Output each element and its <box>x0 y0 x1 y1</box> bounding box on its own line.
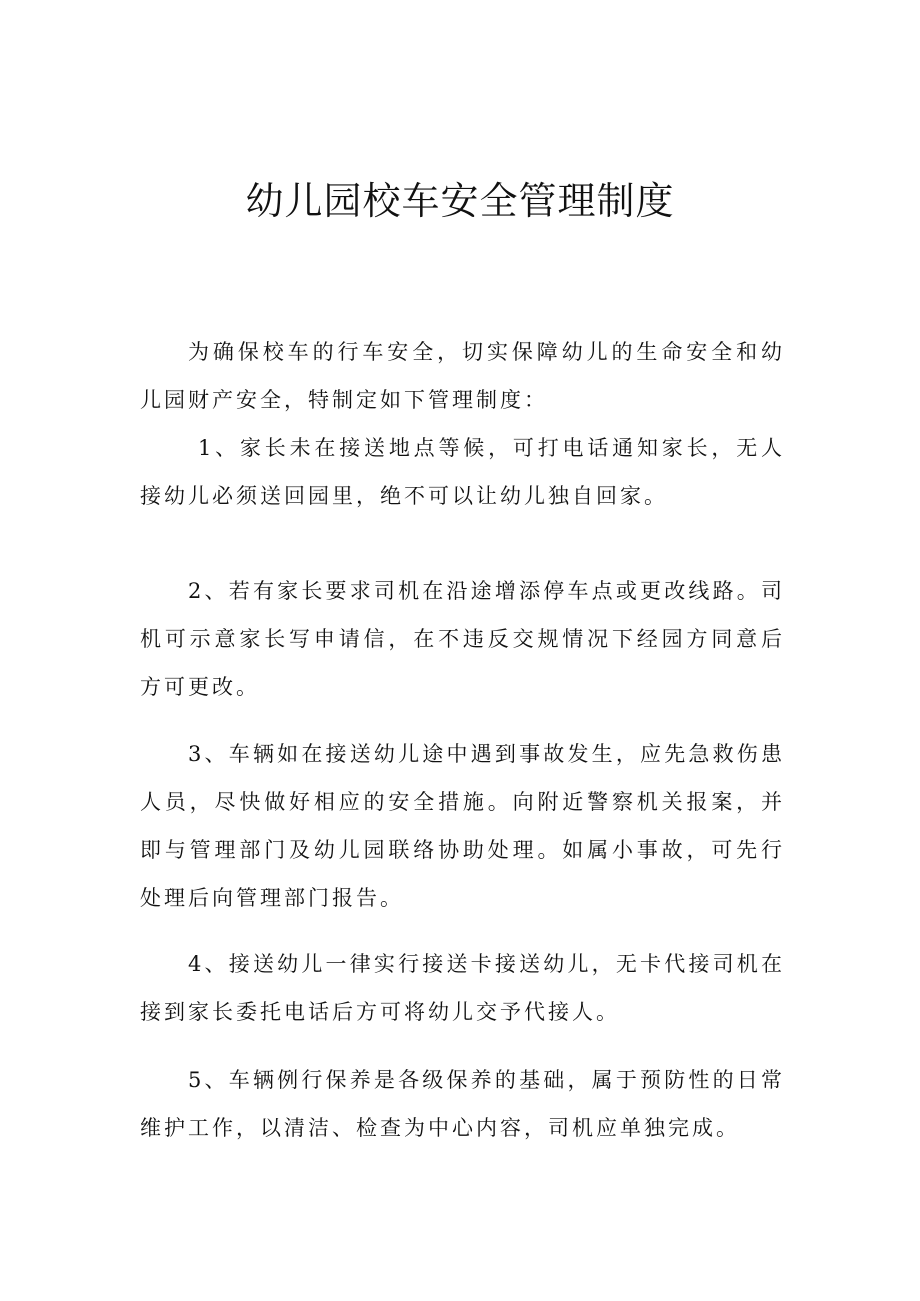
document-title: 幼儿园校车安全管理制度 <box>245 179 675 223</box>
rule-paragraph-2: 2、若有家长要求司机在沿途增添停车点或更改线路。司机可示意家长写申请信，在不违反交规情况下经园方同意后方可更改。 <box>140 579 785 699</box>
rule-paragraph-1: 1、家长未在接送地点等候，可打电话通知家长，无人接幼儿必须送回园里，绝不可以让幼儿独自回家。 <box>140 436 785 508</box>
rule-paragraph-3: 3、车辆如在接送幼儿途中遇到事故发生，应先急救伤患人员，尽快做好相应的安全措施。向附近警察机关报案，并即与管理部门及幼儿园联络协助处理。如属小事故，可先行处理后向管理部门报告。 <box>140 742 785 910</box>
rule-paragraph-4: 4、接送幼儿一律实行接送卡接送幼儿，无卡代接司机在接到家长委托电话后方可将幼儿交予代接人。 <box>140 952 785 1024</box>
rule-paragraph-5: 5、车辆例行保养是各级保养的基础，属于预防性的日常维护工作，以清洁、检查为中心内容，司机应单独完成。 <box>140 1068 785 1140</box>
intro-paragraph: 为确保校车的行车安全，切实保障幼儿的生命安全和幼儿园财产安全，特制定如下管理制度： <box>140 340 785 412</box>
